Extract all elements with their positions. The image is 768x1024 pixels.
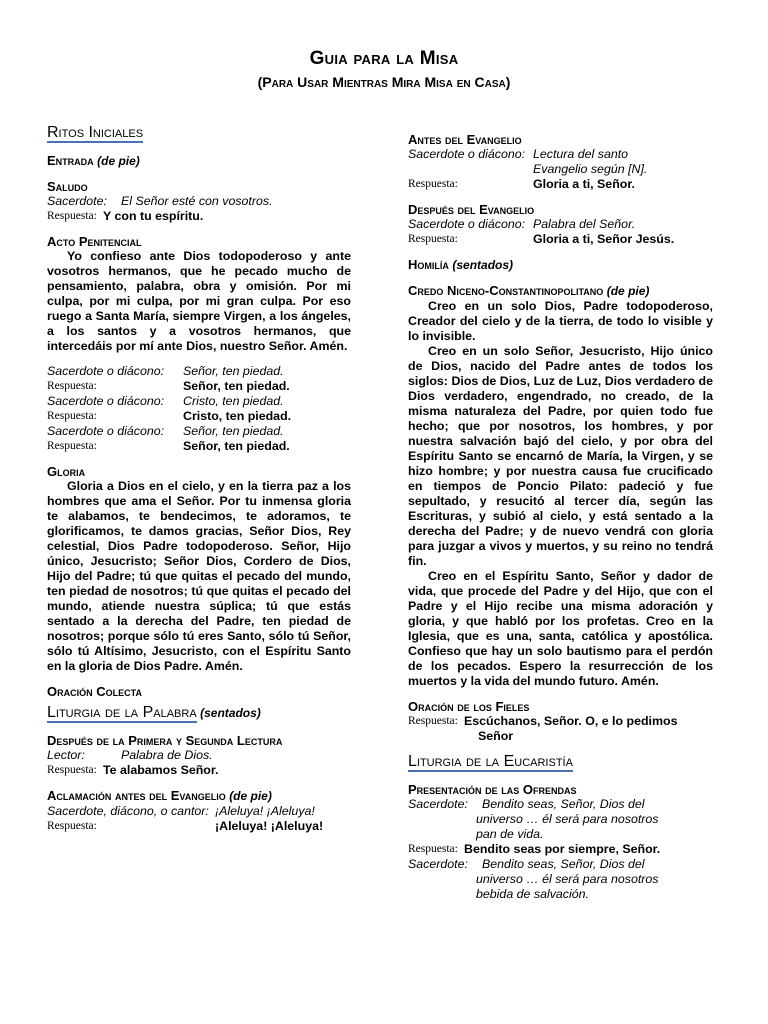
despues-sacerdote: Sacerdote o diácono: Palabra del Señor. <box>408 217 636 231</box>
heading-gloria: Gloria <box>47 464 86 479</box>
left-column <box>47 125 351 834</box>
heading-entrada: Entrada (de pie) <box>47 153 140 168</box>
ofrendas-sacerdote-1: Sacerdote: Bendito seas, Señor, Dios del <box>408 797 645 811</box>
antes-respuesta: Respuesta: Gloria a ti, Señor. <box>408 177 635 191</box>
page-title: Guia para la Misa <box>309 48 459 69</box>
heading-despues-lectura: Después de la Primera y Segunda Lectura <box>47 733 283 748</box>
heading-aclamacion: Aclamación antes del Evangelio (de pie) <box>47 788 272 803</box>
aclamacion-sacerdote: Sacerdote, diácono, o cantor: ¡Aleluya! ¡Aleluya! <box>47 804 315 818</box>
kyrie-line: Sacerdote o diácono: Cristo, ten piedad. <box>47 394 284 408</box>
ofrendas-sacerdote-2: Sacerdote: Bendito seas, Señor, Dios del <box>408 857 645 871</box>
heading-despues-evangelio: Después del Evangelio <box>408 202 535 217</box>
kyrie-line: Sacerdote o diácono: Señor, ten piedad. <box>47 424 284 438</box>
aclamacion-respuesta: Respuesta: ¡Aleluya! ¡Aleluya! <box>47 819 324 833</box>
kyrie-line: Sacerdote o diácono: Señor, ten piedad. <box>47 364 284 378</box>
heading-credo: Credo Niceno-Constantinopolitano (de pie) <box>408 283 650 298</box>
right-column <box>408 132 713 902</box>
antes-sacerdote-cont: Evangelio según [N]. <box>533 162 648 176</box>
heading-oracion-colecta: Oración Colecta <box>47 684 142 699</box>
credo-paragraph: Creo en un solo Señor, Jesucristo, Hijo único de Dios, nacido del Padre antes de todos los siglos: Dios de Dios, Luz de Luz, Dios verdadero de Dios verdadero, engendrado, no creado, de la misma naturaleza del Padre, por quien todo fue hecho; que por nosotros, los hombres, y por nuestra salvación bajó del cielo, y por obra del Espíritu Santo se encarnó de María, la Virgen, y se hizo hombre; y por nuestra causa fue crucificado en tiempos de Poncio Pilato: padeció y fue sepultado, y resucitó al tercer día, según las Escrituras, y subió al cielo, y está sentado a la derecha del Padre; y de nuevo vendrá con gloria para juzgar a vivos y muertos, y su reino no tendrá fin. <box>408 344 713 568</box>
section-liturgia-palabra: Liturgia de la Palabra (sentados) <box>47 704 261 721</box>
section-liturgia-eucaristia: Liturgia de la Eucaristía <box>408 753 573 770</box>
acto-penitencial-text: Yo confieso ante Dios todopoderoso y ante vosotros hermanos, que he pecado mucho de pensamiento, palabra, obra y omisión. Por mi culpa, por mi culpa, por mi gran culpa. Por eso ruego a Santa María, siempre Virgen, a los ángeles, a los santos y a vosotros hermanos, que intercedáis por mí ante Dios, nuestro Señor. Amén. <box>47 249 351 353</box>
ofrendas-line: pan de vida. <box>476 827 544 841</box>
section-ritos-iniciales: Ritos Iniciales <box>47 124 144 141</box>
kyrie-line: Respuesta: Señor, ten piedad. <box>47 439 290 453</box>
ofrendas-line: bebida de salvación. <box>476 887 589 901</box>
heading-presentacion-ofrendas: Presentación de las Ofrendas <box>408 782 577 797</box>
credo-paragraph: Creo en un solo Dios, Padre todopoderoso, Creador del cielo y de la tierra, de todo lo visible y lo invisible. <box>408 299 713 343</box>
despues-respuesta: Respuesta: Gloria a ti, Señor Jesús. <box>408 232 675 246</box>
ofrendas-respuesta: Respuesta: Bendito seas por siempre, Señor. <box>408 842 661 856</box>
lectura-respuesta: Respuesta: Te alabamos Señor. <box>47 763 219 777</box>
ofrendas-line: universo … él será para nosotros <box>476 812 659 826</box>
antes-sacerdote: Sacerdote o diácono: Lectura del santo <box>408 147 629 161</box>
fieles-respuesta-cont: Señor <box>478 729 514 743</box>
kyrie-line: Respuesta: Señor, ten piedad. <box>47 379 290 393</box>
gloria-text: Gloria a Dios en el cielo, y en la tierra paz a los hombres que ama el Señor. Por tu inmensa gloria te alabamos, te bendecimos, te adoramos, te glorificamos, te damos gracias, Señor Dios, Rey celestial, Dios Padre todopoderoso. Señor, Hijo único, Jesucristo; Señor Dios, Cordero de Dios, Hijo del Padre; tú que quitas el pecado del mundo, ten piedad de nosotros; tú que quitas el pecado del mundo, atiende nuestra súplica; tú que estás sentado a la derecha del Padre, ten piedad de nosotros; porque sólo tú eres Santo, sólo tú Señor, sólo tú Altísimo, Jesucristo, con el Espíritu Santo en la gloria de Dios Padre. Amén. <box>47 479 351 673</box>
page-subtitle: (Para Usar Mientras Mira Misa en Casa) <box>257 74 511 90</box>
fieles-respuesta: Respuesta: Escúchanos, Señor. O, e lo pedimos <box>408 714 678 728</box>
heading-acto-penitencial: Acto Penitencial <box>47 234 142 249</box>
credo-paragraph: Creo en el Espíritu Santo, Señor y dador de vida, que procede del Padre y del Hijo, que con el Padre y el Hijo recibe una misma adoración y gloria, y que habló por los profetas. Creo en la Iglesia, que es una, santa, católica y apostólica. Confieso que hay un solo bautismo para el perdón de los pecados. Espero la resurrección de los muertos y la vida del mundo futuro. Amén. <box>408 569 713 688</box>
heading-homilia: Homilía (sentados) <box>408 257 514 272</box>
heading-saludo: Saludo <box>47 179 88 194</box>
saludo-sacerdote: Sacerdote: El Señor esté con vosotros. <box>47 194 273 208</box>
kyrie-list <box>47 364 351 454</box>
heading-antes-evangelio: Antes del Evangelio <box>408 132 522 147</box>
saludo-respuesta: Respuesta: Y con tu espíritu. <box>47 209 204 223</box>
heading-oracion-fieles: Oración de los Fieles <box>408 699 530 714</box>
lectura-lector: Lector: Palabra de Dios. <box>47 748 213 762</box>
ofrendas-line: universo … él será para nosotros <box>476 872 659 886</box>
kyrie-line: Respuesta: Cristo, ten piedad. <box>47 409 292 423</box>
